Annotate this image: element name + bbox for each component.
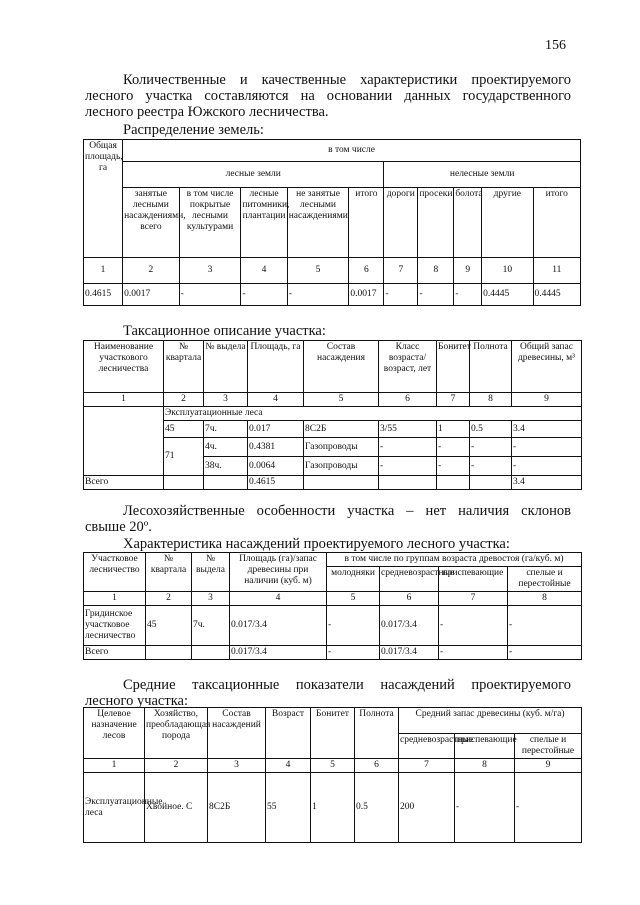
- column-number: 1: [84, 759, 145, 773]
- table-cell: 38ч.: [204, 457, 248, 476]
- column-header: болота: [454, 188, 482, 258]
- column-header: другие: [482, 188, 533, 258]
- table-cell: 0.017/3.4: [380, 646, 439, 660]
- column-header: Общий запас древесины, м³: [512, 341, 582, 393]
- column-header: итого: [349, 188, 384, 258]
- column-header: Полнота: [355, 708, 399, 759]
- table-cell: [304, 476, 379, 490]
- column-number: 1: [84, 393, 164, 407]
- table-cell: 55: [266, 773, 311, 843]
- avg-line: Средние таксационные показатели насаждений проектируемого: [123, 677, 571, 693]
- column-number: 2: [146, 592, 192, 606]
- column-number: 3: [179, 258, 241, 284]
- column-header: Хозяйство, преобладающая порода: [145, 708, 208, 759]
- table-cell: 4ч.: [204, 438, 248, 457]
- table-cell: 0.4381: [248, 438, 304, 457]
- table-cell: Гридинское участковое лесничество: [84, 606, 146, 646]
- table-cell: -: [437, 438, 470, 457]
- table-cell: -: [470, 457, 512, 476]
- intro-line: лесного реестра Южского лесничества.: [85, 104, 329, 120]
- table-cell: [146, 646, 192, 660]
- table-cell: 71: [164, 438, 204, 476]
- stand-title: Характеристика насаждений проектируемого лесного участка:: [123, 536, 510, 552]
- column-number: 8: [508, 592, 582, 606]
- column-header: Возраст: [266, 708, 311, 759]
- table-cell: -: [508, 606, 582, 646]
- table-cell: 3.4: [512, 421, 582, 438]
- table-cell: 45: [146, 606, 192, 646]
- column-header: Состав насаждений: [208, 708, 266, 759]
- column-number: 9: [454, 258, 482, 284]
- header-total-area: Общая площадь, га: [84, 140, 123, 258]
- table-cell: 45: [164, 421, 204, 438]
- table-cell: -: [512, 457, 582, 476]
- intro-paragraph: [85, 72, 571, 120]
- table-cell: 0.0017: [123, 284, 180, 306]
- column-number: 9: [515, 759, 582, 773]
- column-header: Класс возраста/ возраст, лет: [379, 341, 437, 393]
- column-header: спелые и перестойные: [508, 567, 582, 592]
- header-including: в том числе: [123, 140, 581, 162]
- column-header: приспевающие: [455, 734, 515, 759]
- table-cell: 8С2Б: [208, 773, 266, 843]
- table-cell: 0.0064: [248, 457, 304, 476]
- column-number: 10: [482, 258, 533, 284]
- column-number: 11: [533, 258, 580, 284]
- table-cell: 0.4615: [84, 284, 123, 306]
- table-cell: 0.017: [248, 421, 304, 438]
- column-header: не занятые лесными насаждениями: [287, 188, 349, 258]
- table-cell: 0.5: [355, 773, 399, 843]
- stand-table: [83, 552, 582, 660]
- table-cell: -: [327, 606, 380, 646]
- table-cell: 0.0017: [349, 284, 384, 306]
- table-cell: -: [418, 284, 454, 306]
- page-number: 156: [545, 38, 566, 53]
- table-cell: 1: [437, 421, 470, 438]
- column-header: Полнота: [470, 341, 512, 393]
- column-number: 1: [84, 258, 123, 284]
- column-header: в том числе по группам возраста древостоя (га/куб. м): [327, 553, 582, 567]
- intro-line: Количественные и качественные характеристики проектируемого: [123, 72, 571, 88]
- table-cell: -: [508, 646, 582, 660]
- column-header: Бонитет: [311, 708, 355, 759]
- table-cell: 0.4445: [482, 284, 533, 306]
- avg-line: лесного участка:: [85, 693, 188, 709]
- table-cell: 0.4445: [533, 284, 580, 306]
- tax-table: [83, 340, 582, 490]
- column-header: средневозрастные: [380, 567, 439, 592]
- table-cell: -: [439, 606, 508, 646]
- column-header: итого: [533, 188, 580, 258]
- column-number: 7: [399, 759, 455, 773]
- table-cell: -: [515, 773, 582, 843]
- column-header: Наименование участкового лесничества: [84, 341, 164, 393]
- column-number: 2: [164, 393, 204, 407]
- table-cell: [437, 476, 470, 490]
- header-nonforest-land: нелесные земли: [384, 162, 581, 188]
- table-cell: -: [379, 438, 437, 457]
- column-number: 5: [304, 393, 379, 407]
- forestry-name-cell: [84, 407, 164, 476]
- table-cell: -: [455, 773, 515, 843]
- column-header: № квартала: [164, 341, 204, 393]
- table-cell: -: [439, 646, 508, 660]
- table-cell: -: [437, 457, 470, 476]
- table-cell: [192, 646, 230, 660]
- table-cell: 7ч.: [204, 421, 248, 438]
- column-header: дороги: [384, 188, 418, 258]
- table-cell: [164, 476, 204, 490]
- column-number: 1: [84, 592, 146, 606]
- table-cell: Газопроводы: [304, 438, 379, 457]
- column-header: Целевое назначение лесов: [84, 708, 145, 759]
- table-cell: -: [379, 457, 437, 476]
- column-header: Средний запас древесины (куб. м/га): [399, 708, 582, 734]
- avg-table: [83, 707, 582, 843]
- column-header: № квартала: [146, 553, 192, 592]
- column-number: 2: [123, 258, 180, 284]
- avg-paragraph: [85, 677, 571, 709]
- column-number: 6: [349, 258, 384, 284]
- column-number: 5: [327, 592, 380, 606]
- column-number: 8: [455, 759, 515, 773]
- table-cell: -: [512, 438, 582, 457]
- table-cell: 3/55: [379, 421, 437, 438]
- section-label: Эксплуатационные леса: [164, 407, 582, 421]
- column-number: 8: [470, 393, 512, 407]
- table-cell: Эксплуатационные леса: [84, 773, 145, 843]
- table-cell: 0.017/3.4: [230, 646, 327, 660]
- column-number: 6: [380, 592, 439, 606]
- table-cell: [379, 476, 437, 490]
- column-number: 7: [384, 258, 418, 284]
- column-number: 9: [512, 393, 582, 407]
- column-number: 3: [192, 592, 230, 606]
- table-cell: 7ч.: [192, 606, 230, 646]
- table-cell: [470, 476, 512, 490]
- column-header: приспевающие: [439, 567, 508, 592]
- column-header: лесные питомники, плантации: [241, 188, 287, 258]
- column-header: № выдела: [204, 341, 248, 393]
- intro-line: лесного участка составляются на основании данных государственного: [85, 88, 571, 104]
- land-table: [83, 139, 581, 306]
- table-cell: -: [470, 438, 512, 457]
- column-number: 4: [248, 393, 304, 407]
- total-stock: 3.4: [512, 476, 582, 490]
- column-header: просеки: [418, 188, 454, 258]
- slope-line: Лесохозяйственные особенности участка – нет наличия склонов: [123, 503, 571, 519]
- column-header: Состав насаждения: [304, 341, 379, 393]
- table-cell: -: [287, 284, 349, 306]
- slope-paragraph: [85, 503, 571, 535]
- table-cell: -: [384, 284, 418, 306]
- column-header: Площадь (га)/запас древесины при наличии (куб. м): [230, 553, 327, 592]
- column-header: Участковое лесничество: [84, 553, 146, 592]
- tax-title: Таксационное описание участка:: [123, 323, 326, 339]
- column-number: 6: [379, 393, 437, 407]
- table-cell: -: [241, 284, 287, 306]
- table-cell: 1: [311, 773, 355, 843]
- table-cell: -: [327, 646, 380, 660]
- land-title: Распределение земель:: [123, 122, 264, 138]
- column-number: 7: [439, 592, 508, 606]
- table-cell: 0.017/3.4: [230, 606, 327, 646]
- total-label: Всего: [84, 476, 164, 490]
- header-forest-land: лесные земли: [123, 162, 384, 188]
- column-header: молодняки: [327, 567, 380, 592]
- table-cell: [204, 476, 248, 490]
- table-cell: 0.017/3.4: [380, 606, 439, 646]
- table-cell: 8С2Б: [304, 421, 379, 438]
- column-number: 4: [230, 592, 327, 606]
- column-number: 6: [355, 759, 399, 773]
- column-header: Площадь, га: [248, 341, 304, 393]
- column-number: 8: [418, 258, 454, 284]
- column-number: 2: [145, 759, 208, 773]
- column-number: 5: [311, 759, 355, 773]
- column-header: средневозрастные: [399, 734, 455, 759]
- column-number: 5: [287, 258, 349, 284]
- column-number: 4: [241, 258, 287, 284]
- column-header: Бонитет: [437, 341, 470, 393]
- column-header: занятые лесными насаждениями, всего: [123, 188, 180, 258]
- table-cell: 0.5: [470, 421, 512, 438]
- column-header: спелые и перестойные: [515, 734, 582, 759]
- column-number: 4: [266, 759, 311, 773]
- table-cell: Хвойное. С: [145, 773, 208, 843]
- column-number: 3: [204, 393, 248, 407]
- column-number: 7: [437, 393, 470, 407]
- column-number: 3: [208, 759, 266, 773]
- column-header: № выдела: [192, 553, 230, 592]
- column-header: в том числе покрытые лесными культурами: [179, 188, 241, 258]
- slope-line: свыше 20º.: [85, 519, 152, 535]
- total-label: Всего: [84, 646, 146, 660]
- table-cell: -: [454, 284, 482, 306]
- table-cell: 200: [399, 773, 455, 843]
- total-area: 0.4615: [248, 476, 304, 490]
- table-cell: Газопроводы: [304, 457, 379, 476]
- table-cell: -: [179, 284, 241, 306]
